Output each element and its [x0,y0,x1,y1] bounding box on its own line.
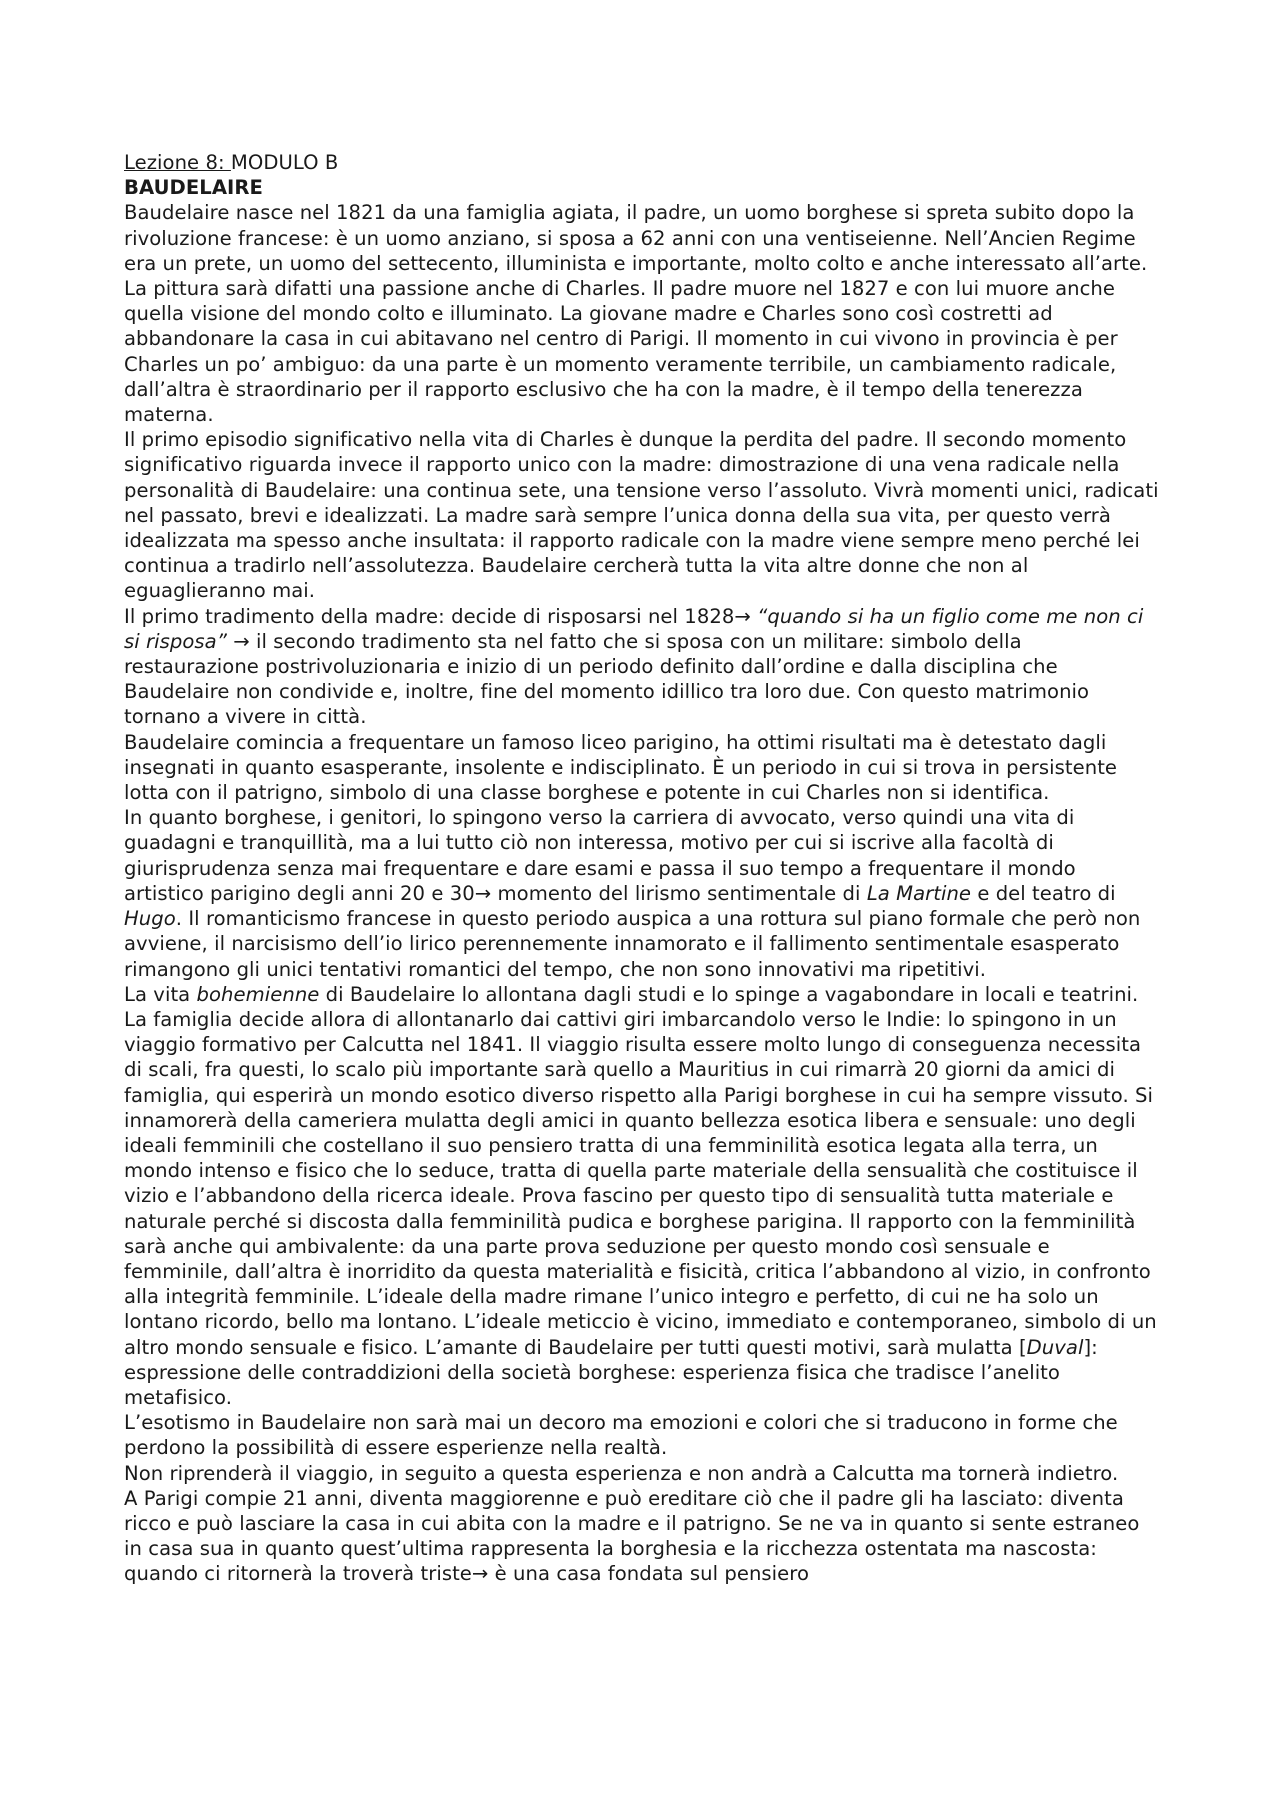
paragraph-3-text-a: Il primo tradimento della madre: decide di risposarsi nel 1828 [124,604,735,628]
paragraph-9-text-b: è una casa fondata sul pensiero [494,1562,809,1586]
paragraph-5 [124,805,1160,981]
duval-name: Duval [1026,1335,1084,1359]
paragraph-4: Baudelaire comincia a frequentare un famoso liceo parigino, ha ottimi risultati ma è detestato dagli insegnati in quanto esasperante, insolente e indisciplinato. È un periodo in cui si trova in persistente lotta con il patrigno, simbolo di una classe borghese e potente in cui Charles non si identifica. [124,730,1118,805]
lesson-heading [124,150,1160,175]
paragraph-2: Il primo episodio significativo nella vita di Charles è dunque la perdita del padre. Il secondo momento significativo riguarda invece il rapporto unico con la madre: dimostrazione di una vena radicale nella personalità di Baudelaire: una continua sete, una tensione verso l’assoluto. Vivrà momenti unici, radicati nel passato, brevi e idealizzati. La madre sarà sempre l’unica donna della sua vita, per questo verrà idealizzata ma spesso anche insultata: il rapporto radicale con la madre viene sempre meno perché lei continua a tradirlo nell’assolutezza. Baudelaire cercherà tutta la vita altre donne che non al eguaglieranno mai. [124,428,1159,603]
quote-text: “quando si ha un figlio come me non ci si risposa” [124,604,1144,653]
lesson-label: Lezione 8: [124,151,231,174]
hugo-name: Hugo [124,907,176,931]
paragraph-3 [124,604,1160,730]
lamartine-name: La Martine [866,881,972,905]
document-page [124,150,1160,1587]
arrow-icon: → [734,604,751,628]
paragraph-5-text-a: In quanto borghese, i genitori, lo spingono verso la carriera di avvocato, verso quindi una vita di guadagni e tranquillità, ma a lui tutto ciò non interessa, motivo per cui si iscrive alla facoltà di giurisprudenza senza mai frequentare e dare esami e passa il suo tempo a frequentare il mondo artistico parigino degli anni 20 e 30 [124,806,1076,905]
paragraph-6-text-b: di Baudelaire lo allontana dagli studi e lo spinge a vagabondare in locali e teatrini. La famiglia decide allora di allontanarlo dai cattivi giri imbarcandolo verso le Indie: lo spingono in un viaggio formativo per Calcutta nel 1841. Il viaggio risulta essere molto lungo di conseguenza necessita di scali, fra questi, lo scalo più importante sarà quello a Mauritius in cui rimarrà 20 giorni da amici di famiglia, qui esperirà un mondo esotico diverso rispetto alla Parigi borghese in cui ha sempre vissuto. Si innamorerà della cameriera mulatta degli amici in quanto bellezza esotica libera e sensuale: uno degli ideali femminili che costellano il suo pensiero tratta di una femminilità esotica legata alla terra, un mondo intenso e fisico che lo seduce, tratta di quella parte materiale della sensualità che costituisce il vizio e l’abbandono della ricerca ideale. Prova fascino per questo tipo di sensualità tutta materiale e naturale perché si discosta dalla femminilità pudica e borghese parigina. Il rapporto con la femminilità sarà anche qui ambivalente: da una parte prova seduzione per questo mondo così sensuale e femminile, dall’altra è inorridito da questa materialità e fisicità, critica l’abbandono al vizio, in confronto alla integrità femminile. L’ideale della madre rimane l’unico integro e perfetto, di cui ne ha solo un lontano ricordo, bello ma lontano. L’ideale meticcio è vicino, immediato e contemporaneo, simbolo di un altro mondo sensuale e fisico. L’amante di Baudelaire per tutti questi motivi, sarà mulatta [ [124,982,1157,1359]
module-label: MODULO B [230,151,339,174]
arrow-icon: → [474,881,492,905]
paragraph-6-text-a: La vita [124,982,191,1006]
arrow-icon: → [471,1562,489,1586]
document-title: BAUDELAIRE [124,176,263,200]
paragraph-3-text-b: il secondo tradimento sta nel fatto che si sposa con un militare: simbolo della restaurazione postrivoluzionaria e inizio di un periodo definito dall’ordine e dalla disciplina che Baudelaire non condivide e, inoltre, fine del momento idillico tra loro due. Con questo matrimonio tornano a vivere in città. [124,629,1090,729]
paragraph-8: Non riprenderà il viaggio, in seguito a questa esperienza e non andrà a Calcutta ma tornerà indietro. [124,1461,1119,1485]
paragraph-5-text-c: e del teatro di [977,881,1116,905]
paragraph-6-text-c: ]: espressione delle contraddizioni della società borghese: esperienza fisica che tradisce l’anelito metafisico. [124,1335,1098,1409]
paragraph-9 [124,1486,1160,1587]
paragraph-5-text-d: . Il romanticismo francese in questo periodo auspica a una rottura sul piano formale che però non avviene, il narcisismo dell’io lirico perennemente innamorato e il fallimento sentimentale esasperato rimangono gli unici tentativi romantici del tempo, che non sono innovativi ma ripetitivi. [124,907,1141,981]
paragraph-6 [124,982,1160,1410]
paragraph-9-text-a: A Parigi compie 21 anni, diventa maggiorenne e può ereditare ciò che il padre gli ha lasciato: diventa ricco e può lasciare la casa in cui abita con la madre e il patrigno. Se ne va in quanto si sente estraneo in casa sua in quanto quest’ultima rappresenta la borghesia e la ricchezza ostentata ma nascosta: quando ci ritornerà la troverà triste [124,1486,1140,1586]
paragraph-1: Baudelaire nasce nel 1821 da una famiglia agiata, il padre, un uomo borghese si spreta subito dopo la rivoluzione francese: è un uomo anziano, si sposa a 62 anni con una ventiseienne. Nell’Ancien Regime era un prete, un uomo del settecento, illuminista e importante, molto colto e anche interessato all’arte. La pittura sarà difatti una passione anche di Charles. Il padre muore nel 1827 e con lui muore anche quella visione del mondo colto e illuminato. La giovane madre e Charles sono così costretti ad abbandonare la casa in cui abitavano nel centro di Parigi. Il momento in cui vivono in provincia è per Charles un po’ ambiguo: da una parte è un momento veramente terribile, un cambiamento radicale, dall’altra è straordinario per il rapporto esclusivo che ha con la madre, è il tempo della tenerezza materna. [124,201,1148,427]
paragraph-5-text-b: momento del lirismo sentimentale di [497,881,861,905]
bohemienne-word: bohemienne [196,982,320,1006]
paragraph-7: L’esotismo in Baudelaire non sarà mai un decoro ma emozioni e colori che si traducono in forme che perdono la possibilità di essere esperienze nella realtà. [124,1411,1118,1460]
arrow-icon: → [233,629,250,653]
